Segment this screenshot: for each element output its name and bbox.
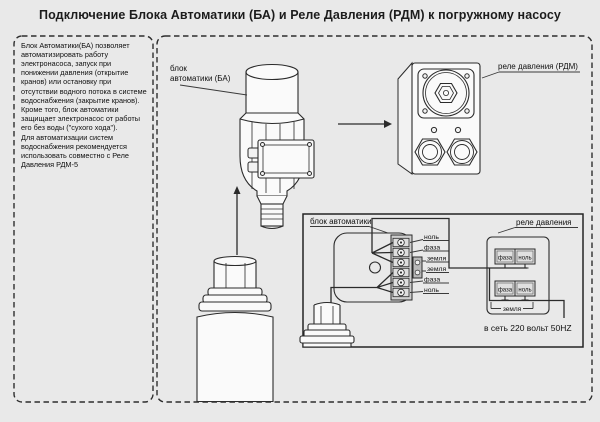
info-panel-border bbox=[14, 36, 153, 402]
pressure-switch-drawing bbox=[398, 63, 480, 174]
info-paragraph-1: Блок Автоматики(БА) позволяет автоматизировать работу электронасоса, запуск при понижении давления (открытие кранов) или остановку при отсутствии водного потока в системе водоснабжения (закрытие кранов). Кроме того, блок автоматики защищает электронасос от работы его без воды ("сухого хода"). bbox=[21, 41, 147, 132]
ba-label-line1: блок bbox=[170, 64, 187, 73]
arrow-right-icon bbox=[338, 120, 392, 128]
automation-unit-drawing bbox=[240, 65, 314, 229]
ground-label: земля bbox=[502, 306, 522, 313]
relay-bottom-null: ноль bbox=[518, 287, 532, 294]
terminal-label-4: фаза bbox=[424, 276, 441, 284]
wiring-ba-title: блок автоматики bbox=[310, 217, 372, 226]
terminal-label-5: ноль bbox=[424, 287, 439, 294]
rdm-label-pointer bbox=[482, 72, 580, 78]
terminal-label-1: фаза bbox=[424, 244, 441, 252]
rdm-label: реле давления (РДМ) bbox=[498, 62, 578, 71]
arrow-up-icon bbox=[234, 186, 241, 255]
relay-top-phase: фаза bbox=[497, 255, 513, 262]
automation-unit-label bbox=[170, 64, 247, 95]
terminal-label-0: ноль bbox=[424, 234, 439, 241]
wiring-rdm-title: реле давления bbox=[516, 218, 572, 227]
relay-top-null: ноль bbox=[518, 255, 532, 262]
page-title: Подключение Блока Автоматики (БА) и Реле Давления (РДМ) к погружному насосу bbox=[39, 8, 561, 22]
info-paragraph-2: Для автоматизации систем водоснабжения рекомендуется использовать совместно с Реле Давления РДМ-5 bbox=[21, 133, 129, 170]
submersible-pump-drawing bbox=[197, 257, 273, 402]
ba-label-line2: автоматики (БА) bbox=[170, 74, 231, 83]
pressure-switch-label bbox=[482, 62, 580, 78]
wiring-diagram bbox=[300, 214, 583, 347]
terminal-label-2: земля bbox=[427, 255, 447, 263]
relay-bottom-phase: фаза bbox=[497, 287, 513, 294]
ba-label-pointer bbox=[180, 85, 247, 95]
terminal-label-3: земля bbox=[427, 266, 447, 273]
mains-label: в сеть 220 вольт 50HZ bbox=[484, 323, 572, 333]
